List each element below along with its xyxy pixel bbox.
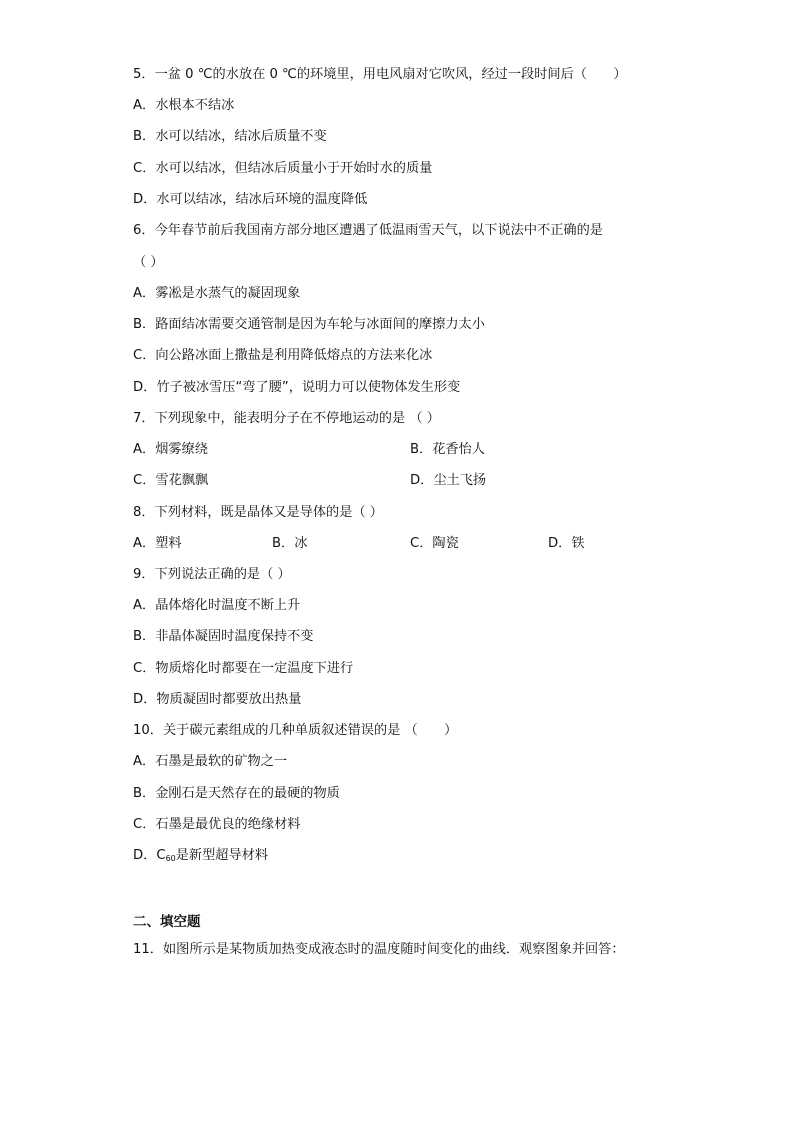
q7-option-c: C．雪花飘飘 [133,473,209,488]
q5-option-d: D．水可以结冰，结冰后环境的温度降低 [133,192,368,207]
q9-option-c: C．物质熔化时都要在一定温度下进行 [133,661,354,676]
q5-option-b: B．水可以结冰，结冰后质量不变 [133,129,327,144]
q8-option-c: C．陶瓷 [410,536,459,551]
q9-stem: 9．下列说法正确的是（ ） [133,567,291,582]
q10-option-d-suffix: 是新型超导材料 [175,848,269,863]
q8-stem: 8．下列材料，既是晶体又是导体的是（ ） [133,505,383,520]
q5-option-a: A．水根本不结冰 [133,98,235,113]
q8-option-a: A．塑料 [133,536,182,551]
q6-option-d: D．竹子被冰雪压“弯了腰”，说明力可以使物体发生形变 [133,380,461,395]
q8-option-d: D．铁 [548,536,585,551]
q10-option-d-prefix: D．C [133,848,166,863]
q11-stem: 11．如图所示是某物质加热变成液态时的温度随时间变化的曲线．观察图象并回答： [133,942,625,957]
q7-option-b: B．花香怡人 [410,442,485,457]
q10-option-b: B．金刚石是天然存在的最硬的物质 [133,786,340,801]
q10-option-d [133,847,268,868]
q10-stem: 10．关于碳元素组成的几种单质叙述错误的是 （ ） [133,723,458,738]
q6-stem: 6．今年春节前后我国南方部分地区遭遇了低温雨雪天气，以下说法中不正确的是 [133,223,603,238]
q6-option-b: B．路面结冰需要交通管制是因为车轮与冰面间的摩擦力太小 [133,317,485,332]
q9-option-b: B．非晶体凝固时温度保持不变 [133,629,314,644]
q6-option-c: C．向公路冰面上撒盐是利用降低熔点的方法来化冰 [133,348,433,363]
q10-option-d-subscript: 60 [165,854,176,863]
q9-option-d: D．物质凝固时都要放出热量 [133,692,302,707]
q9-option-a: A．晶体熔化时温度不断上升 [133,598,301,613]
q7-stem: 7．下列现象中，能表明分子在不停地运动的是 （ ） [133,411,440,426]
q10-option-c: C．石墨是最优良的绝缘材料 [133,817,301,832]
section-title-fill-in: 二、填空题 [133,914,201,930]
q10-option-a: A．石墨是最软的矿物之一 [133,754,288,769]
q5-stem: 5．一盆 0 ℃的水放在 0 ℃的环境里，用电风扇对它吹风，经过一段时间后（ ） [133,67,627,82]
q5-option-c: C．水可以结冰，但结冰后质量小于开始时水的质量 [133,161,433,176]
q8-option-b: B．冰 [272,536,308,551]
q6-stem-cont: （ ） [133,255,164,270]
q7-option-a: A．烟雾缭绕 [133,442,208,457]
q6-option-a: A．雾凇是水蒸气的凝固现象 [133,286,301,301]
q7-option-d: D．尘土飞扬 [410,473,487,488]
